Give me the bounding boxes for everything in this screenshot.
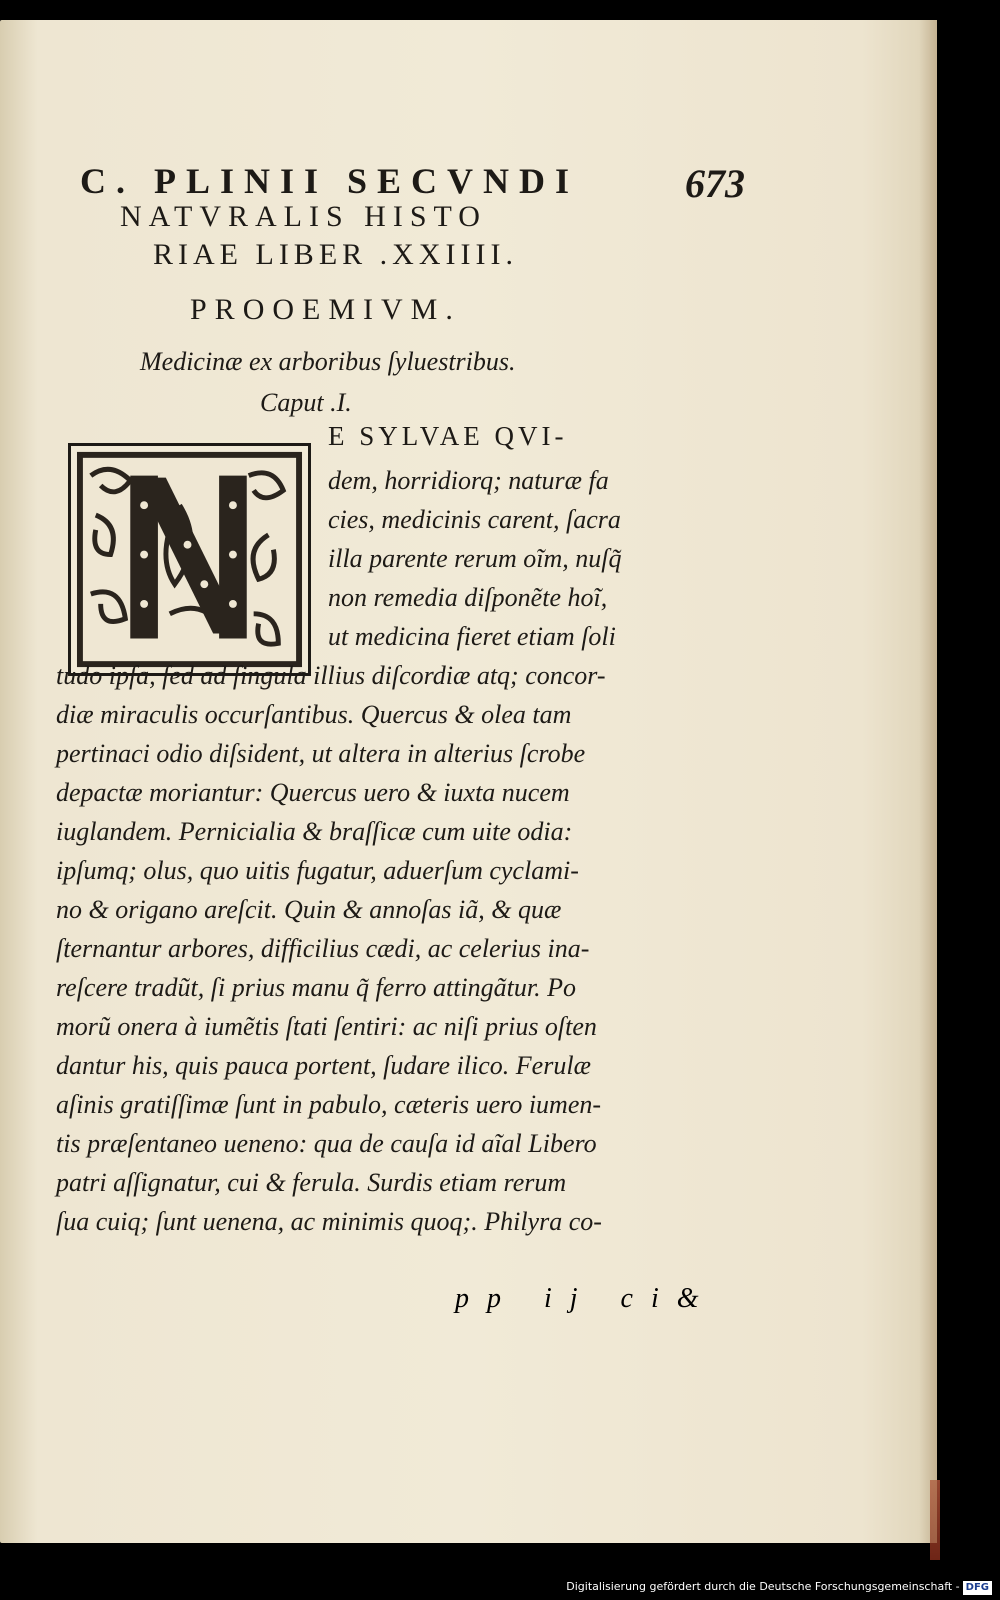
page-edge-stain bbox=[930, 1480, 940, 1560]
text-line: ſua cuiq; ſunt uenena, ac minimis quoq;. Philyra co- bbox=[56, 1207, 602, 1236]
running-head-author: C. PLINII SECVNDI bbox=[80, 161, 580, 201]
text-line: ut medicina fieret etiam ſoli bbox=[328, 622, 616, 651]
chapter-number: Caput .I. bbox=[260, 388, 352, 417]
text-line: dem, horridiorq; naturæ fa bbox=[328, 466, 609, 495]
text-line: ipſumq; olus, quo uitis fugatur, aduerſum cyclami- bbox=[56, 856, 579, 885]
text-line: illa parente rerum oĩm, nuſq̃ bbox=[328, 544, 622, 573]
running-head-title: NATVRALIS HISTO bbox=[120, 200, 487, 233]
book-page bbox=[0, 20, 937, 1543]
text-line: patri aſſignatur, cui & ferula. Surdis etiam rerum bbox=[56, 1168, 567, 1197]
ornament-initial-n-icon bbox=[71, 446, 308, 673]
text-line: reſcere tradũt, ſi prius manu q̃ ferro attingãtur. Po bbox=[56, 973, 576, 1002]
signature-mark: pp ij ci& bbox=[455, 1283, 717, 1314]
text-line: ſternantur arbores, difficilius cædi, ac celerius ina- bbox=[56, 934, 590, 963]
chapter-rubric: Medicinæ ex arboribus ſyluestribus. bbox=[140, 347, 516, 376]
running-head-book: RIAE LIBER .XXIIII. bbox=[153, 238, 518, 271]
decorated-initial bbox=[68, 443, 311, 676]
text-line: aſinis gratiſſimæ ſunt in pabulo, cæteris uero iumen- bbox=[56, 1090, 602, 1119]
text-line: tudo ipſa, ſed ad ſingula illius diſcordiæ atq; concor- bbox=[56, 661, 606, 690]
text-line-first: E SYLVAE QVI- bbox=[328, 421, 568, 451]
text-line: morũ onera à iumẽtis ſtati ſentiri: ac niſi prius oſten bbox=[56, 1012, 597, 1041]
text-line: pertinaci odio diſsident, ut altera in alterius ſcrobe bbox=[56, 739, 586, 768]
text-line: depactæ moriantur: Quercus uero & iuxta nucem bbox=[56, 778, 570, 807]
footer-text: Digitalisierung gefördert durch die Deutsche Forschungsgemeinschaft - bbox=[566, 1580, 960, 1593]
digitization-footer bbox=[562, 1578, 996, 1596]
dfg-logo-icon: DFG bbox=[963, 1581, 992, 1595]
text-line: cies, medicinis carent, ſacra bbox=[328, 505, 621, 534]
text-line: dantur his, quis pauca portent, ſudare ilico. Ferulæ bbox=[56, 1051, 591, 1080]
text-line: tis præſentaneo ueneno: qua de cauſa id aĩal Libero bbox=[56, 1129, 597, 1158]
section-heading: PROOEMIVM. bbox=[190, 293, 461, 326]
folio-number: 673 bbox=[685, 161, 745, 206]
text-line: non remedia diſponẽte hoĩ, bbox=[328, 583, 608, 612]
text-line: iuglandem. Pernicialia & braſſicæ cum uite odia: bbox=[56, 817, 573, 846]
text-line: diæ miraculis occurſantibus. Quercus & olea tam bbox=[56, 700, 572, 729]
text-line: no & origano areſcit. Quin & annoſas iã, & quæ bbox=[56, 895, 562, 924]
